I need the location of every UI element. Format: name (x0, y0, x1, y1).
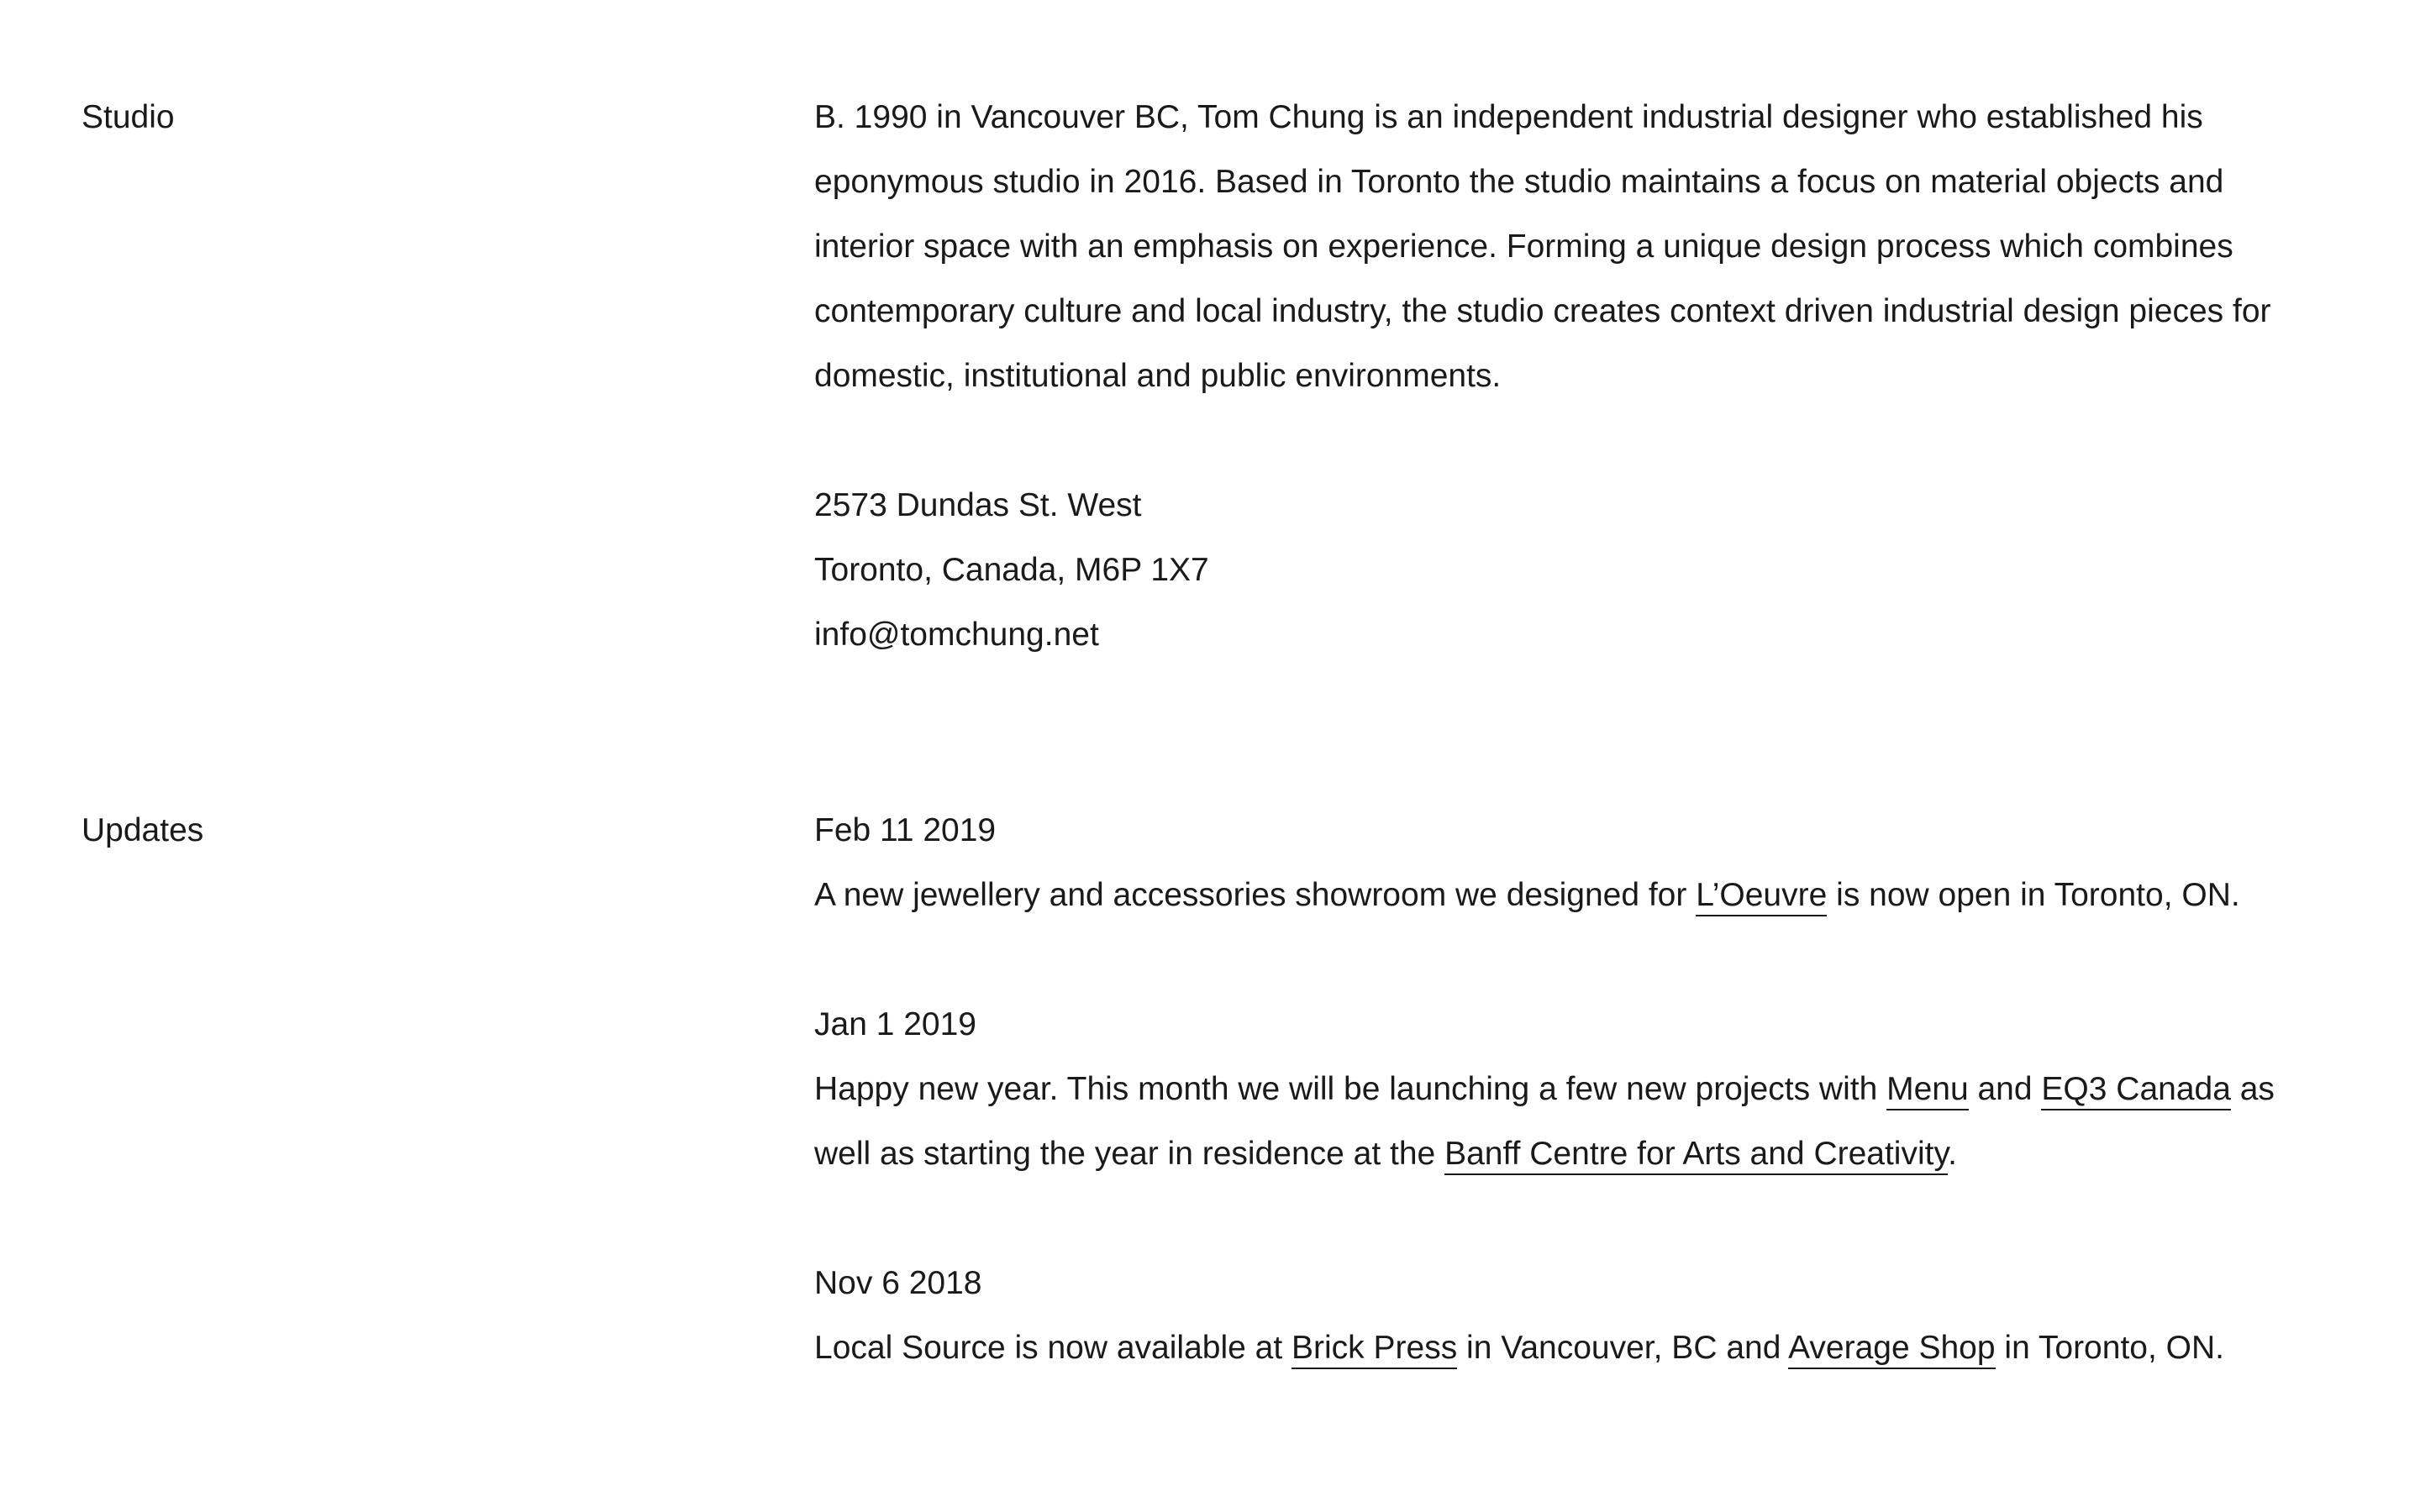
banff-centre-link[interactable]: Banff Centre for Arts and Creativity (1444, 1136, 1948, 1175)
contact-email[interactable]: info@tomchung.net (814, 617, 1099, 653)
update-text-part: in Toronto, ON. (1995, 1330, 2224, 1366)
update-date: Feb 11 2019 (814, 812, 997, 848)
update-text-part: is now open in Toronto, ON. (1827, 877, 2240, 913)
update-item (814, 798, 2276, 927)
update-item (814, 1251, 2276, 1380)
update-text-part: and (1968, 1071, 2042, 1107)
update-item (814, 992, 2276, 1186)
updates-content (814, 798, 2276, 1380)
eq3-canada-link[interactable]: EQ3 Canada (2041, 1071, 2231, 1110)
average-shop-link[interactable]: Average Shop (1788, 1330, 1995, 1369)
update-date: Nov 6 2018 (814, 1265, 982, 1301)
loeuvre-link[interactable]: L’Oeuvre (1696, 877, 1827, 916)
menu-link[interactable]: Menu (1886, 1071, 1969, 1110)
spacer (814, 408, 2276, 473)
spacer (814, 1186, 2276, 1251)
update-text (814, 1315, 2276, 1380)
updates-label: Updates (82, 812, 204, 848)
spacer (814, 927, 2276, 992)
update-text-part: as well as starting the year in residence at the (814, 1071, 2275, 1172)
update-text (814, 863, 2276, 927)
update-text-part: . (1948, 1136, 1957, 1172)
address-line-1: 2573 Dundas St. West (814, 487, 1142, 523)
update-text (814, 1057, 2276, 1186)
address-line-2: Toronto, Canada, M6P 1X7 (814, 552, 1209, 588)
update-text-part: A new jewellery and accessories showroom we designed for (814, 877, 1697, 913)
update-text-part: Happy new year. This month we will be launching a few new projects with (814, 1071, 1887, 1107)
update-text-part: in Vancouver, BC and (1457, 1330, 1789, 1366)
update-text-part: Local Source is now available at (814, 1330, 1292, 1366)
studio-bio: B. 1990 in Vancouver BC, Tom Chung is an independent industrial designer who established his eponymous studio in 2016. Based in Toronto the studio maintains a focus on material objects and interior space with an emphasis on experience. Forming a unique design process which combines contemporary culture and local industry, the studio creates context driven industrial design pieces for domestic, institutional and public environments. (814, 99, 2271, 394)
studio-content (814, 85, 2276, 667)
brick-press-link[interactable]: Brick Press (1292, 1330, 1457, 1369)
update-date: Jan 1 2019 (814, 1006, 977, 1042)
studio-label: Studio (82, 99, 175, 135)
